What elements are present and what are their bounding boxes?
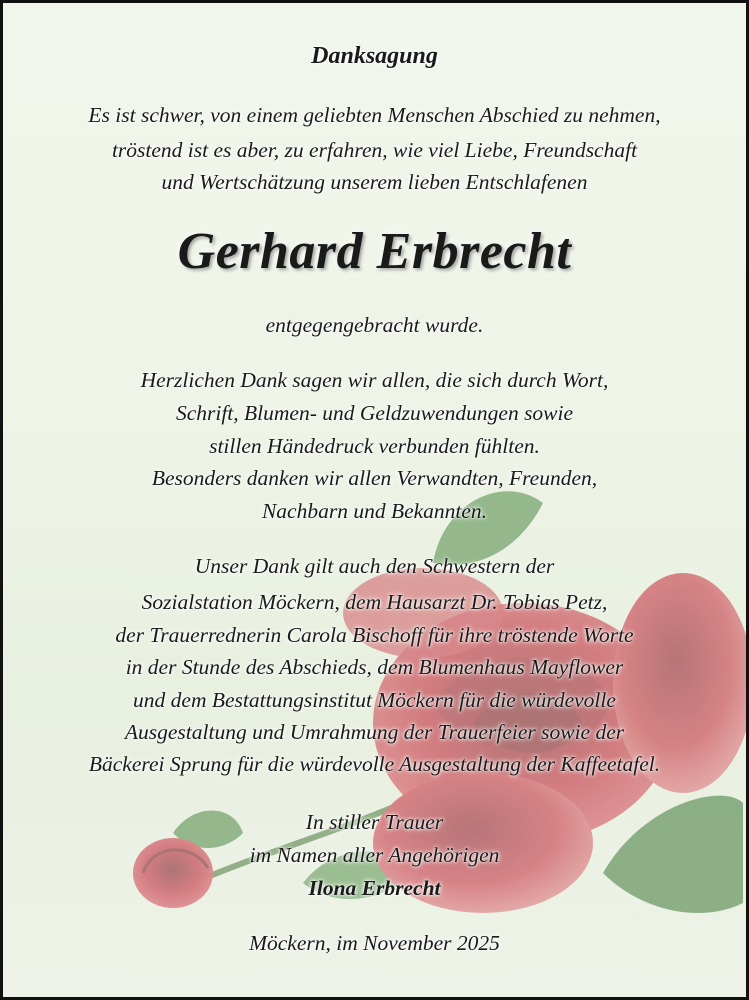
thanks-line: Schrift, Blumen- und Geldzuwendungen sowie	[175, 401, 574, 425]
text-block	[3, 3, 746, 997]
place-date: Möckern, im November 2025	[249, 931, 500, 955]
thanks-line: Besonders danken wir allen Verwandten, Freunden,	[151, 466, 598, 490]
thanks-specific-line: Unser Dank gilt auch den Schwestern der	[194, 554, 555, 578]
closing-line: In stiller Trauer	[305, 810, 444, 834]
intro-line: tröstend ist es aber, zu erfahren, wie viel Liebe, Freundschaft	[111, 138, 638, 162]
thanks-line: Herzlichen Dank sagen wir allen, die sich durch Wort,	[140, 368, 609, 392]
after-name-line: entgegengebracht wurde.	[265, 313, 484, 337]
intro-line: und Wertschätzung unserem lieben Entschlafenen	[161, 170, 588, 194]
deceased-name: Gerhard Erbrecht	[177, 223, 572, 280]
thanks-specific-line: Ausgestaltung und Umrahmung der Trauerfeier sowie der	[124, 720, 625, 744]
thanks-specific-line: und dem Bestattungsinstitut Möckern für die würdevolle	[133, 688, 616, 712]
thanks-line: Nachbarn und Bekannten.	[261, 499, 488, 523]
thanks-line: stillen Händedruck verbunden fühlten.	[209, 434, 540, 458]
thanks-specific-line: in der Stunde des Abschieds, dem Blumenhaus Mayflower	[125, 655, 624, 679]
signer-name: Ilona Erbrecht	[308, 876, 441, 900]
closing-line: im Namen aller Angehörigen	[249, 843, 500, 867]
thanks-specific-line: Bäckerei Sprung für die würdevolle Ausgestaltung der Kaffeetafel.	[88, 752, 661, 776]
intro-line: Es ist schwer, von einem geliebten Menschen Abschied zu nehmen,	[88, 103, 661, 127]
heading: Danksagung	[311, 43, 438, 69]
thanks-specific-line: der Trauerrednerin Carola Bischoff für ihre tröstende Worte	[115, 623, 634, 647]
thanks-specific-line: Sozialstation Möckern, dem Hausarzt Dr. Tobias Petz,	[141, 590, 608, 614]
